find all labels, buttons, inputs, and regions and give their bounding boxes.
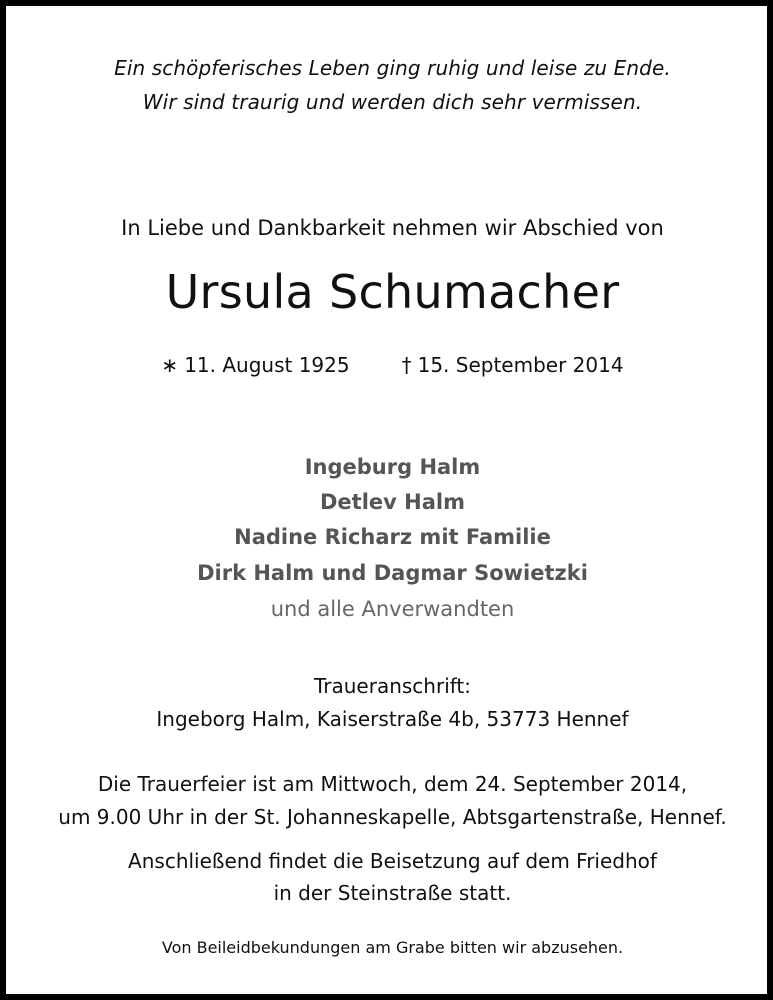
birth-star-icon: ∗ bbox=[161, 353, 179, 377]
deceased-name: Ursula Schumacher bbox=[165, 265, 620, 319]
birth-date-group bbox=[161, 355, 349, 375]
burial-line-2: in der Steinstraße statt. bbox=[273, 881, 512, 905]
family-member-2: Detlev Halm bbox=[320, 490, 465, 514]
motto-line-1: Ein schöpferisches Leben ging ruhig und leise zu Ende. bbox=[114, 56, 671, 80]
intro-text: In Liebe und Dankbarkeit nehmen wir Abschied von bbox=[121, 216, 664, 240]
death-date-group bbox=[402, 355, 624, 375]
family-member-4: Dirk Halm und Dagmar Sowietzki bbox=[197, 561, 588, 585]
family-rest: und alle Anverwandten bbox=[270, 597, 515, 621]
motto-line-2: Wir sind traurig und werden dich sehr vermissen. bbox=[142, 90, 643, 114]
address-label: Traueranschrift: bbox=[313, 674, 472, 698]
service-line-2: um 9.00 Uhr in der St. Johanneskapelle, Abtsgartenstraße, Hennef. bbox=[58, 805, 727, 829]
service-line-1: Die Trauerfeier ist am Mittwoch, dem 24. September 2014, bbox=[97, 772, 688, 796]
burial-line-1: Anschließend findet die Beisetzung auf dem Friedhof bbox=[128, 849, 657, 873]
death-date: 15. September 2014 bbox=[417, 353, 624, 377]
death-cross-icon: † bbox=[401, 353, 412, 377]
address-line: Ingeborg Halm, Kaiserstraße 4b, 53773 Hennef bbox=[156, 707, 629, 731]
birth-date: 11. August 1925 bbox=[184, 353, 350, 377]
family-member-3: Nadine Richarz mit Familie bbox=[234, 525, 551, 549]
life-dates bbox=[12, 355, 773, 375]
closing-note: Von Beileidbekundungen am Grabe bitten wir abzusehen. bbox=[161, 938, 624, 957]
family-member-1: Ingeburg Halm bbox=[304, 455, 481, 479]
